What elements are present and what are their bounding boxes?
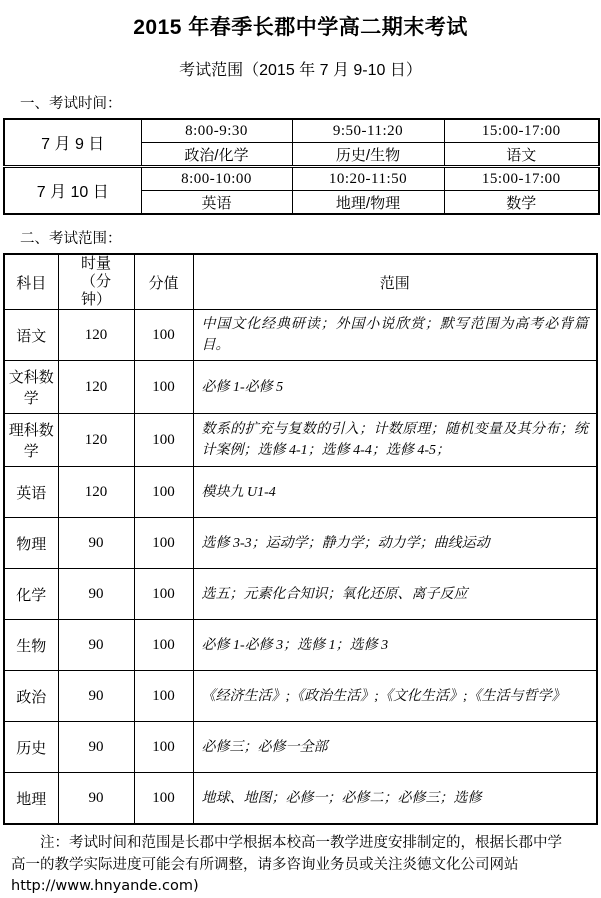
score-cell: 100 (134, 518, 193, 569)
duration-cell: 90 (58, 518, 134, 569)
exam-time-table (3, 118, 600, 215)
score-cell: 100 (134, 722, 193, 773)
section-heading-exam-scope: 二、考试范围： (20, 231, 122, 247)
day2-time-row (4, 167, 599, 191)
duration-cell: 120 (58, 361, 134, 414)
range-cell: 必修 1-必修 5 (193, 361, 597, 414)
duration-cell: 120 (58, 310, 134, 361)
subject-cell: 数学 (444, 191, 599, 215)
subject-cell: 历史/生物 (292, 143, 444, 167)
day1-time-row (4, 119, 599, 143)
range-cell: 中国文化经典研读；外国小说欣赏；默写范围为高考必背篇目。 (193, 310, 597, 361)
subject-cell: 语文 (4, 310, 58, 361)
column-header-duration-label: 时量（分钟） (80, 255, 111, 308)
date-cell-day2: 7 月 10 日 (4, 167, 141, 215)
score-cell: 100 (134, 620, 193, 671)
time-cell: 8:00-9:30 (141, 119, 292, 143)
score-cell: 100 (134, 414, 193, 467)
footnote-line: 注：考试时间和范围是长郡中学根据本校高一教学进度安排制定的，根据长郡中学 (40, 835, 562, 851)
subject-cell: 历史 (4, 722, 58, 773)
subject-cell: 政治/化学 (141, 143, 292, 167)
scope-row-biology (4, 620, 597, 671)
date-cell-day1: 7 月 9 日 (4, 119, 141, 167)
range-cell: 《经济生活》;《政治生活》;《文化生活》;《生活与哲学》 (193, 671, 597, 722)
page-title: 2015 年春季长郡中学高二期末考试 (133, 16, 468, 39)
scope-header-row (4, 254, 597, 310)
time-cell: 8:00-10:00 (141, 167, 292, 191)
duration-cell: 90 (58, 620, 134, 671)
subject-cell: 英语 (141, 191, 292, 215)
website-url: http://www.hnyande.com) (11, 878, 199, 894)
exam-scope-table (3, 253, 598, 825)
score-cell: 100 (134, 361, 193, 414)
subject-cell: 文科数学 (4, 361, 58, 414)
column-header-range: 范围 (193, 254, 597, 310)
duration-cell: 90 (58, 722, 134, 773)
scope-row-chinese (4, 310, 597, 361)
footnote (11, 833, 597, 898)
scope-row-liberal-arts-math (4, 361, 597, 414)
score-cell: 100 (134, 467, 193, 518)
duration-cell: 120 (58, 414, 134, 467)
duration-cell: 90 (58, 569, 134, 620)
column-header-subject: 科目 (4, 254, 58, 310)
scope-row-chemistry (4, 569, 597, 620)
scope-row-science-math (4, 414, 597, 467)
column-header-duration (58, 254, 134, 310)
section-heading-exam-time: 一、考试时间： (20, 96, 122, 112)
subject-cell: 地理/物理 (292, 191, 444, 215)
subject-cell: 地理 (4, 773, 58, 825)
score-cell: 100 (134, 773, 193, 825)
subject-cell: 物理 (4, 518, 58, 569)
time-cell: 15:00-17:00 (444, 119, 599, 143)
subject-cell: 英语 (4, 467, 58, 518)
range-cell: 选五；元素化合知识；氧化还原、离子反应 (193, 569, 597, 620)
scope-row-english (4, 467, 597, 518)
score-cell: 100 (134, 310, 193, 361)
range-cell: 选修 3-3；运动学；静力学；动力学；曲线运动 (193, 518, 597, 569)
subject-cell: 语文 (444, 143, 599, 167)
range-cell: 必修 1-必修 3；选修 1；选修 3 (193, 620, 597, 671)
score-cell: 100 (134, 671, 193, 722)
range-cell: 模块九 U1-4 (193, 467, 597, 518)
subject-cell: 化学 (4, 569, 58, 620)
subject-cell: 理科数学 (4, 414, 58, 467)
subject-cell: 政治 (4, 671, 58, 722)
range-cell: 数系的扩充与复数的引入；计数原理；随机变量及其分布；统计案例；选修 4-1；选修 4-4；选修 4-5； (193, 414, 597, 467)
score-cell: 100 (134, 569, 193, 620)
duration-cell: 90 (58, 773, 134, 825)
scope-row-geography (4, 773, 597, 825)
duration-cell: 90 (58, 671, 134, 722)
range-cell: 地球、地图；必修一；必修二；必修三；选修 (193, 773, 597, 825)
page-subtitle: 考试范围（2015 年 7 月 9-10 日） (179, 62, 422, 79)
subject-cell: 生物 (4, 620, 58, 671)
scope-row-physics (4, 518, 597, 569)
column-header-score: 分值 (134, 254, 193, 310)
footnote-line: 高一的教学实际进度可能会有所调整，请多咨询业务员或关注炎德文化公司网站 (11, 856, 519, 873)
time-cell: 9:50-11:20 (292, 119, 444, 143)
time-cell: 15:00-17:00 (444, 167, 599, 191)
scope-row-politics (4, 671, 597, 722)
time-cell: 10:20-11:50 (292, 167, 444, 191)
scope-row-history (4, 722, 597, 773)
duration-cell: 120 (58, 467, 134, 518)
range-cell: 必修三；必修一全部 (193, 722, 597, 773)
